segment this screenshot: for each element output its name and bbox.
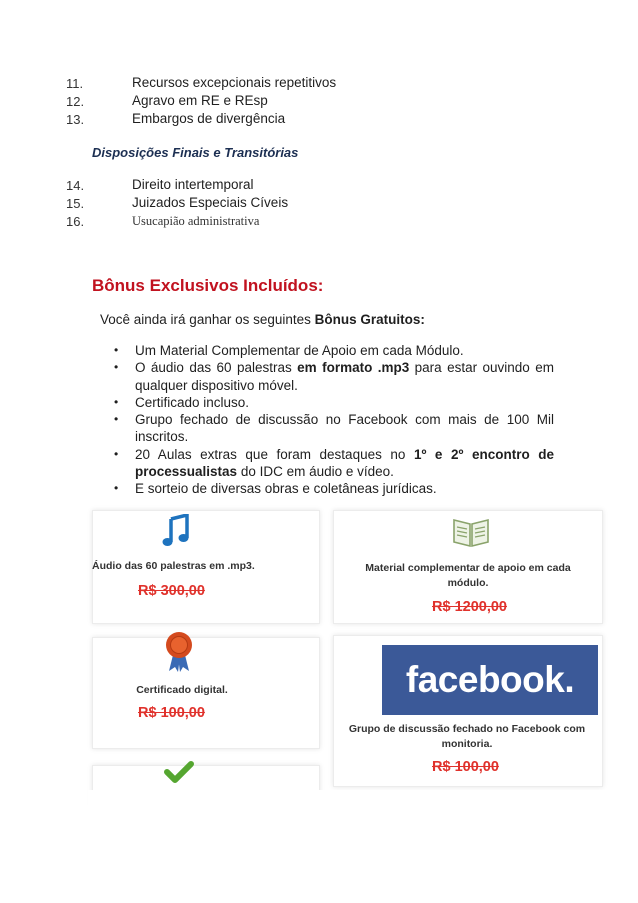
card-material-label-line1: Material complementar de apoio em cada: [365, 562, 571, 574]
card-material-label-line2: módulo.: [447, 577, 489, 589]
card-material-price: R$ 1200,00: [432, 599, 507, 615]
card-certificate-price: R$ 100,00: [138, 705, 205, 721]
image-crop-edge: [88, 790, 608, 820]
card-certificate-label: Certificado digital.: [136, 684, 228, 696]
bonus-item-text: 20 Aulas extras que foram destaques no: [135, 446, 414, 462]
section-heading: Disposições Finais e Transitórias: [92, 145, 299, 160]
card-audio-label: Áudio das 60 palestras em .mp3.: [92, 560, 255, 572]
music-note-icon: [162, 514, 190, 548]
list-item: Embargos de divergência: [132, 111, 286, 126]
facebook-logo: facebook.: [382, 645, 598, 715]
list-item: Agravo em RE e REsp: [132, 93, 268, 108]
list-number: 12.: [66, 94, 85, 109]
bonus-title: Bônus Exclusivos Incluídos:: [92, 276, 324, 295]
award-ribbon-icon: [164, 631, 194, 673]
list-number: 14.: [66, 178, 85, 193]
list-number: 13.: [66, 112, 85, 127]
bonus-item: [114, 446, 554, 481]
bonus-item: [114, 411, 554, 446]
bonus-item: [114, 359, 554, 394]
card-facebook-label-line2: monitoria.: [441, 738, 493, 750]
intro-bold: Bônus Gratuitos:: [314, 312, 425, 327]
open-book-icon: [452, 516, 490, 548]
list-number: 16.: [66, 214, 85, 229]
bonus-item: [114, 394, 554, 411]
list-item: Direito intertemporal: [132, 177, 254, 192]
list-number: 15.: [66, 196, 85, 211]
bonus-item-bold: 1º e 2º encontro de processualistas: [135, 446, 554, 480]
bonus-list: [114, 342, 554, 498]
bonus-item-text: O áudio das 60 palestras: [135, 360, 298, 376]
list-item: Juizados Especiais Cíveis: [132, 195, 289, 210]
bonus-item: [114, 342, 554, 359]
checkmark-icon: [164, 760, 194, 784]
bonus-item-text: para estar ouvindo em qualquer dispositivo móvel.: [135, 360, 554, 393]
bonus-item-text: E sorteio de diversas obras e coletâneas jurídicas.: [135, 481, 437, 497]
bonus-item-text: Grupo fechado de discussão no Facebook com mais de 100 Mil inscritos.: [135, 412, 554, 445]
list-item: Usucapião administrativa: [132, 214, 260, 228]
card-audio-price: R$ 300,00: [138, 583, 205, 599]
card-facebook-label-line1: Grupo de discussão fechado no Facebook com: [348, 723, 586, 735]
intro-text: Você ainda irá ganhar os seguintes: [100, 312, 315, 327]
bonus-item-text: do IDC em áudio e vídeo.: [237, 464, 394, 480]
bonus-item-text: Um Material Complementar de Apoio em cada Módulo.: [135, 343, 464, 358]
list-number: 11.: [66, 76, 84, 91]
bonus-item-bold: em formato .mp3: [297, 360, 410, 376]
card-facebook-price: R$ 100,00: [432, 759, 499, 775]
bonus-item: [114, 480, 554, 497]
list-item: Recursos excepcionais repetitivos: [132, 75, 337, 90]
bonus-item-text: Certificado incluso.: [135, 394, 250, 410]
bonus-intro: [100, 312, 425, 327]
